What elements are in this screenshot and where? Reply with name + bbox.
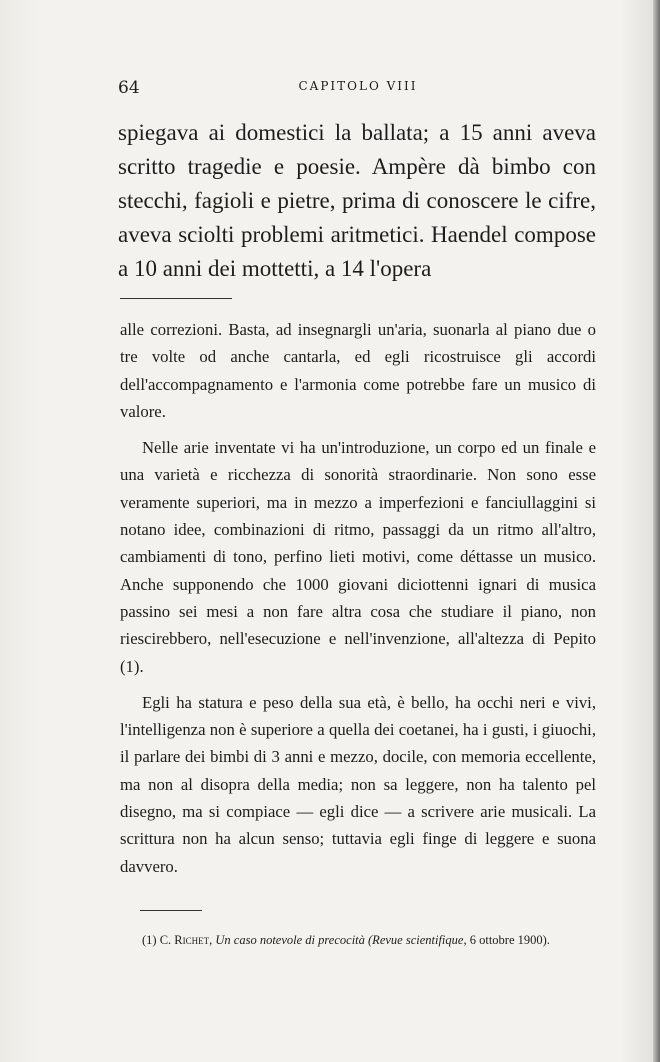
footnote-author: Richet, (174, 933, 213, 947)
footnote-title: Un caso notevole di precocità (215, 933, 365, 947)
footnote-journal: (Revue scientifique, (368, 933, 467, 947)
running-head: CAPITOLO VIII (298, 79, 418, 93)
separator-rule (120, 298, 232, 299)
note-text-block (120, 316, 596, 880)
footnote-date: 6 ottobre 1900). (469, 933, 550, 947)
page-edge-shadow (653, 0, 660, 1062)
footnote-marker: (1) C. (142, 933, 172, 947)
note-paragraph: alle correzioni. Basta, ad insegnargli un'aria, suonarla al piano due o tre volte od anche cantarla, ed egli ricostruisce gli accordi dell'accompagnamento e l'armonia come potrebbe fare un musico di valore. (120, 320, 596, 421)
page-number: 64 (118, 78, 140, 98)
note-paragraph: Egli ha statura e peso della sua età, è bello, ha occhi neri e vivi, l'intelligenza non è superiore a quella dei coetanei, ha i gusti, i giuochi, il parlare dei bimbi di 3 anni e mezzo, docile, con memoria eccellente, ma non al disopra della media; non sa leggere, non ha talento pel disegno, ma si compiace — egli dice — a scrivere arie musicali. La scrittura non ha alcun senso; tuttavia egli finge di leggere e suona davvero. (120, 692, 596, 876)
footnote-rule (140, 910, 202, 911)
note-paragraph: Nelle arie inventate vi ha un'introduzione, un corpo ed un finale e una varietà e ricchezza di sonorità straordinarie. Non sono esse veramente superiori, ma in mezzo a imperfezioni e fanciullaggini si notano idee, combinazioni di ritmo, passaggi da un ritmo all'altro, cambiamenti di tono, perfino lieti motivi, come déttasse un musico. Anche supponendo che 1000 giovani diciottenni ignari di musica passino sei mesi a non fare altra cosa che studiare il piano, non riescirebbero, nell'esecuzione e nell'invenzione, all'altezza di Pepito (1). (120, 438, 596, 676)
page-header (118, 78, 598, 98)
main-text-paragraph: spiegava ai domestici la ballata; a 15 anni aveva scritto tragedie e poesie. Ampère dà bimbo con stecchi, fagioli e pietre, prima di conoscere le cifre, aveva sciolti problemi aritmetici. Haendel compose a 10 anni dei mottetti, a 14 l'opera (118, 120, 596, 281)
footnote (120, 930, 596, 950)
